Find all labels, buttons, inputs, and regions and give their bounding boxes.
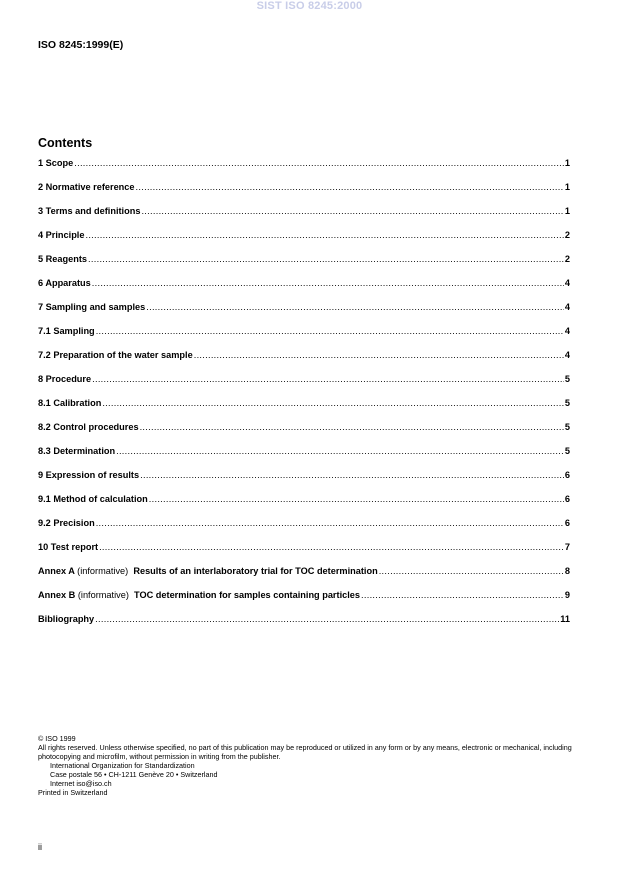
toc-entry[interactable]	[38, 326, 570, 350]
toc-entry-title: 7.2 Preparation of the water sample	[38, 350, 193, 360]
toc-entry-title	[38, 566, 378, 576]
toc-entry[interactable]	[38, 182, 570, 206]
annex-informative: (informative)	[77, 566, 129, 576]
toc-page-number: 5	[564, 422, 570, 432]
toc-entry[interactable]	[38, 206, 570, 230]
org-internet: Internet iso@iso.ch	[50, 779, 112, 788]
toc-entry-title: 6 Apparatus	[38, 278, 91, 288]
toc-entry[interactable]	[38, 590, 570, 614]
toc-page-number: 6	[564, 518, 570, 528]
toc-entry-title: 10 Test report	[38, 542, 99, 552]
toc-entry-title: 9.1 Method of calculation	[38, 494, 148, 504]
toc-page-number: 4	[564, 302, 570, 312]
toc-entry-title: 1 Scope	[38, 158, 74, 168]
dot-leader	[146, 302, 564, 312]
dot-leader	[194, 350, 564, 360]
toc-entry[interactable]	[38, 470, 570, 494]
toc-entry[interactable]	[38, 374, 570, 398]
toc-page-number: 5	[564, 398, 570, 408]
annex-title: Results of an interlaboratory trial for TOC determination	[133, 566, 378, 576]
dot-leader	[140, 470, 564, 480]
toc-entry[interactable]	[38, 494, 570, 518]
org-name: International Organization for Standardization	[50, 761, 195, 770]
toc-page-number: 4	[564, 278, 570, 288]
dot-leader	[85, 230, 563, 240]
dot-leader	[95, 614, 559, 624]
toc-page-number: 6	[564, 494, 570, 504]
toc-page-number: 1	[564, 182, 570, 192]
annex-label: Annex A	[38, 566, 75, 576]
dot-leader	[92, 374, 564, 384]
toc-entry-title: 9 Expression of results	[38, 470, 140, 480]
copyright-line: © ISO 1999	[38, 734, 76, 743]
annex-informative: (informative)	[77, 590, 129, 600]
toc-entry-title: 8.1 Calibration	[38, 398, 102, 408]
toc-entry[interactable]	[38, 230, 570, 254]
toc-entry-title: 9.2 Precision	[38, 518, 95, 528]
toc-entry[interactable]	[38, 302, 570, 326]
dot-leader	[361, 590, 564, 600]
org-address: Case postale 56 • CH-1211 Genève 20 • Switzerland	[50, 770, 218, 779]
toc-entry[interactable]	[38, 446, 570, 470]
dot-leader	[149, 494, 564, 504]
table-of-contents	[38, 158, 570, 638]
document-id: ISO 8245:1999(E)	[38, 39, 124, 51]
toc-entry-title: 8 Procedure	[38, 374, 92, 384]
toc-entry[interactable]	[38, 614, 570, 638]
toc-page-number: 2	[564, 254, 570, 264]
toc-entry-title: 7.1 Sampling	[38, 326, 95, 336]
toc-page-number: 7	[564, 542, 570, 552]
toc-entry[interactable]	[38, 350, 570, 374]
watermark: SIST ISO 8245:2000	[256, 0, 363, 12]
toc-page-number: 9	[564, 590, 570, 600]
toc-page-number: 1	[564, 206, 570, 216]
dot-leader	[96, 518, 564, 528]
dot-leader	[136, 182, 564, 192]
toc-entry-title	[38, 590, 360, 600]
toc-page-number: 8	[564, 566, 570, 576]
toc-page-number: 1	[564, 158, 570, 168]
toc-page-number: 6	[564, 470, 570, 480]
toc-page-number: 4	[564, 350, 570, 360]
toc-entry-title: 4 Principle	[38, 230, 85, 240]
rights-notice: All rights reserved. Unless otherwise specified, no part of this publication may be reproduced or utilized in any form or by any means, electronic or mechanical, including photocopying and microfilm, without permission in writing from the publisher.	[38, 743, 572, 761]
toc-page-number: 5	[564, 374, 570, 384]
toc-page-number: 2	[564, 230, 570, 240]
toc-entry[interactable]	[38, 158, 570, 182]
annex-title: TOC determination for samples containing particles	[134, 590, 361, 600]
dot-leader	[96, 326, 564, 336]
toc-entry[interactable]	[38, 518, 570, 542]
toc-entry[interactable]	[38, 542, 570, 566]
dot-leader	[140, 422, 564, 432]
toc-entry-title: Bibliography	[38, 614, 95, 624]
toc-entry-title: 8.3 Determination	[38, 446, 116, 456]
page-number: ii	[38, 842, 42, 852]
annex-label: Annex B	[38, 590, 76, 600]
toc-entry-title: 8.2 Control procedures	[38, 422, 139, 432]
toc-page-number: 11	[560, 614, 570, 624]
toc-entry-title: 7 Sampling and samples	[38, 302, 146, 312]
dot-leader	[92, 278, 564, 288]
toc-entry[interactable]	[38, 278, 570, 302]
toc-entry[interactable]	[38, 398, 570, 422]
dot-leader	[102, 398, 564, 408]
copyright-footer	[38, 734, 583, 797]
printed-in: Printed in Switzerland	[38, 788, 108, 797]
toc-entry-title: 3 Terms and definitions	[38, 206, 141, 216]
dot-leader	[116, 446, 564, 456]
toc-page-number: 4	[564, 326, 570, 336]
dot-leader	[141, 206, 563, 216]
toc-entry-title: 5 Reagents	[38, 254, 88, 264]
toc-entry[interactable]	[38, 566, 570, 590]
dot-leader	[379, 566, 564, 576]
dot-leader	[99, 542, 564, 552]
dot-leader	[88, 254, 564, 264]
toc-page-number: 5	[564, 446, 570, 456]
toc-entry[interactable]	[38, 422, 570, 446]
toc-entry[interactable]	[38, 254, 570, 278]
dot-leader	[74, 158, 564, 168]
contents-heading: Contents	[38, 136, 93, 150]
toc-entry-title: 2 Normative reference	[38, 182, 135, 192]
